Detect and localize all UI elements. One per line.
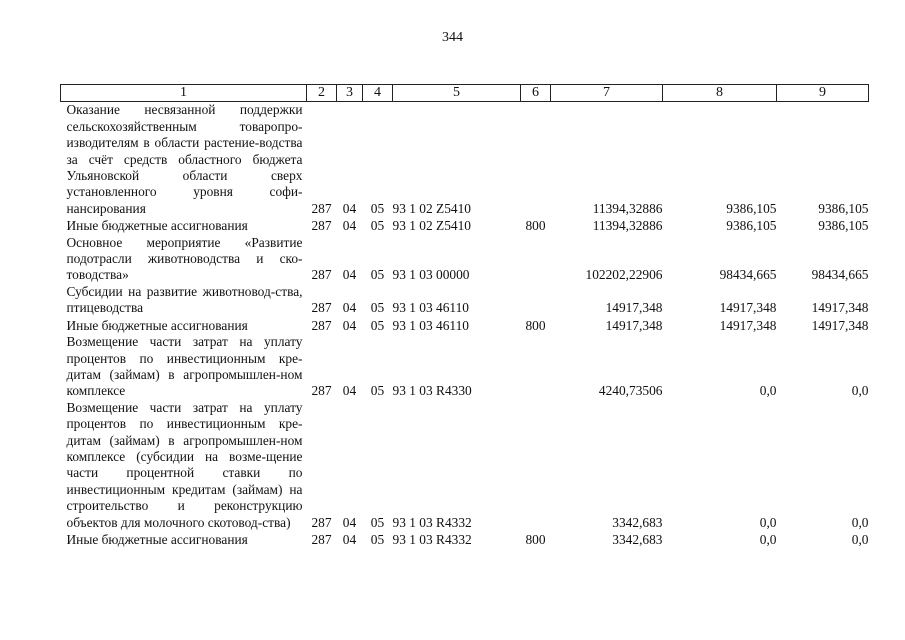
- amount-col-7: 102202,22906: [585, 267, 663, 283]
- table-row: [61, 235, 869, 284]
- table-row: [61, 102, 869, 217]
- target-article-code: 93 1 02 Z5410: [392, 200, 471, 216]
- table-row: [61, 217, 869, 234]
- ministry-code: 287: [311, 531, 332, 547]
- column-header: 5: [393, 85, 521, 102]
- section-code: 04: [342, 200, 357, 216]
- row-description: Иные бюджетные ассигнования: [66, 218, 248, 234]
- column-header: 1: [61, 85, 307, 102]
- target-article-code: 93 1 03 R4332: [392, 514, 472, 530]
- expense-type-code: [521, 334, 551, 400]
- section-code: 04: [342, 514, 357, 530]
- row-description: Основное мероприятие «Развитие подотрасли животноводства и ско-товодства»: [66, 234, 303, 283]
- row-description: Субсидии на развитие животновод-ства, птицеводства: [66, 283, 303, 316]
- row-description: Возмещение части затрат на уплату процентов по инвестиционным кре-дитам (займам) в агропромышлен-ном комплексе (субсидии на возме-щение части процентной ставки по инвестиционным кредитам (займам) на строительство и реконструкцию объектов для молочного скотовод-ства): [66, 399, 303, 530]
- expense-type-code: [521, 284, 551, 317]
- amount-col-8: 14917,348: [719, 300, 777, 316]
- amount-col-9: 14917,348: [811, 317, 869, 333]
- amount-col-9: 14917,348: [811, 300, 869, 316]
- amount-col-9: 0,0: [851, 531, 869, 547]
- amount-col-8: 9386,105: [726, 218, 777, 234]
- column-header: 2: [307, 85, 337, 102]
- section-code: 04: [342, 300, 357, 316]
- table-header-row: [61, 85, 869, 102]
- subsection-code: 05: [370, 531, 385, 547]
- table-row: [61, 531, 869, 548]
- amount-col-7: 14917,348: [605, 300, 663, 316]
- ministry-code: 287: [311, 300, 332, 316]
- amount-col-7: 4240,73506: [598, 383, 663, 399]
- amount-col-9: 9386,105: [818, 200, 869, 216]
- ministry-code: 287: [311, 514, 332, 530]
- expense-type-code: [521, 102, 551, 217]
- expense-type-code: 800: [525, 531, 546, 547]
- ministry-code: 287: [311, 383, 332, 399]
- column-header: 6: [521, 85, 551, 102]
- target-article-code: 93 1 03 R4332: [392, 531, 472, 547]
- column-header: 4: [363, 85, 393, 102]
- ministry-code: 287: [311, 218, 332, 234]
- amount-col-7: 11394,32886: [592, 200, 663, 216]
- section-code: 04: [342, 531, 357, 547]
- amount-col-9: 9386,105: [818, 218, 869, 234]
- subsection-code: 05: [370, 200, 385, 216]
- target-article-code: 93 1 03 46110: [392, 317, 469, 333]
- amount-col-8: 9386,105: [726, 200, 777, 216]
- table-row: [61, 284, 869, 317]
- table-row: [61, 334, 869, 400]
- ministry-code: 287: [311, 317, 332, 333]
- expense-type-code: [521, 235, 551, 284]
- target-article-code: 93 1 02 Z5410: [392, 218, 471, 234]
- subsection-code: 05: [370, 514, 385, 530]
- amount-col-8: 0,0: [759, 383, 777, 399]
- amount-col-9: 98434,665: [811, 267, 869, 283]
- target-article-code: 93 1 03 00000: [392, 267, 470, 283]
- column-header: 7: [551, 85, 663, 102]
- subsection-code: 05: [370, 383, 385, 399]
- row-description: Оказание несвязанной поддержки сельскохозяйственным товаропро-изводителям в области растение-водства за счёт средств областного бюджета Ульяновской области сверх установленного уровня софи-нансирования: [66, 102, 303, 216]
- amount-col-7: 3342,683: [612, 531, 663, 547]
- column-header: 3: [337, 85, 363, 102]
- ministry-code: 287: [311, 200, 332, 216]
- amount-col-7: 3342,683: [612, 514, 663, 530]
- amount-col-8: 14917,348: [719, 317, 777, 333]
- section-code: 04: [342, 218, 357, 234]
- amount-col-8: 0,0: [759, 514, 777, 530]
- amount-col-9: 0,0: [851, 383, 869, 399]
- subsection-code: 05: [370, 300, 385, 316]
- subsection-code: 05: [370, 317, 385, 333]
- column-header: 9: [777, 85, 869, 102]
- section-code: 04: [342, 317, 357, 333]
- expense-type-code: [521, 400, 551, 531]
- target-article-code: 93 1 03 46110: [392, 300, 469, 316]
- amount-col-7: 14917,348: [605, 317, 663, 333]
- row-description: Возмещение части затрат на уплату процентов по инвестиционным кре-дитам (займам) в агропромышлен-ном комплексе: [66, 334, 303, 399]
- section-code: 04: [342, 383, 357, 399]
- table-row: [61, 317, 869, 334]
- row-description: Иные бюджетные ассигнования: [66, 531, 248, 547]
- subsection-code: 05: [370, 267, 385, 283]
- expense-type-code: 800: [525, 218, 546, 234]
- subsection-code: 05: [370, 218, 385, 234]
- table-row: [61, 400, 869, 531]
- target-article-code: 93 1 03 R4330: [392, 383, 472, 399]
- budget-table: [60, 84, 869, 548]
- page-number: 344: [442, 30, 463, 45]
- row-description: Иные бюджетные ассигнования: [66, 317, 248, 333]
- amount-col-8: 0,0: [759, 531, 777, 547]
- column-header: 8: [663, 85, 777, 102]
- expense-type-code: 800: [525, 317, 546, 333]
- amount-col-8: 98434,665: [719, 267, 777, 283]
- ministry-code: 287: [311, 267, 332, 283]
- section-code: 04: [342, 267, 357, 283]
- amount-col-9: 0,0: [851, 514, 869, 530]
- amount-col-7: 11394,32886: [592, 218, 663, 234]
